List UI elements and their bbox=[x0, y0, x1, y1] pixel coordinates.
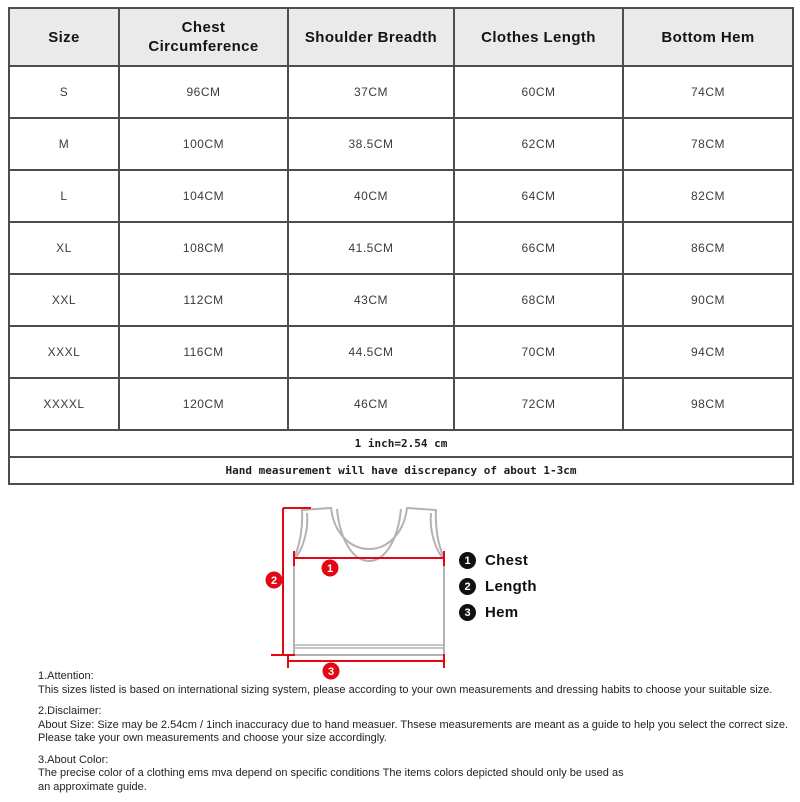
legend-badge-1: 1 bbox=[459, 552, 476, 569]
section-about-color bbox=[38, 754, 798, 795]
legend-item-chest bbox=[459, 552, 537, 569]
legend-item-hem bbox=[459, 604, 537, 621]
table-row-xxxxl bbox=[9, 378, 793, 430]
section-about-color-title: 3.About Color: bbox=[38, 753, 109, 766]
cell-chest: 116CM bbox=[119, 326, 288, 378]
legend-badge-3: 3 bbox=[459, 604, 476, 621]
header-label: Chest bbox=[181, 19, 226, 36]
cell-length: 60CM bbox=[454, 66, 623, 118]
marker-2-number: 2 bbox=[270, 575, 278, 587]
cell-hem: 94CM bbox=[623, 326, 793, 378]
note-row-inch-conversion bbox=[9, 430, 793, 457]
header-label: Clothes Length bbox=[481, 28, 596, 46]
cell-chest: 112CM bbox=[119, 274, 288, 326]
cell-size: L bbox=[9, 170, 119, 222]
vest-diagram-svg bbox=[0, 505, 800, 685]
cell-hem: 90CM bbox=[623, 274, 793, 326]
table-row-xxxl bbox=[9, 326, 793, 378]
cell-chest: 120CM bbox=[119, 378, 288, 430]
header-label-line2: Circumference bbox=[148, 38, 259, 55]
table-row-l bbox=[9, 170, 793, 222]
section-about-color-line-1: The precise color of a clothing ems mva depend on specific conditions The items colors depicted should only be used as bbox=[38, 767, 624, 779]
section-disclaimer bbox=[38, 705, 798, 746]
section-about-color-line-2: an approximate guide. bbox=[38, 780, 147, 793]
cell-size: XL bbox=[9, 222, 119, 274]
cell-chest: 108CM bbox=[119, 222, 288, 274]
cell-shoulder: 46CM bbox=[288, 378, 454, 430]
cell-shoulder: 43CM bbox=[288, 274, 454, 326]
section-attention-title: 1.Attention: bbox=[38, 670, 94, 682]
cell-chest: 100CM bbox=[119, 118, 288, 170]
cell-length: 62CM bbox=[454, 118, 623, 170]
cell-size: S bbox=[9, 66, 119, 118]
column-header-shoulder-breadth bbox=[288, 8, 454, 66]
table-row-m bbox=[9, 118, 793, 170]
header-label: Bottom Hem bbox=[661, 28, 755, 46]
note-inch-conversion: 1 inch=2.54 cm bbox=[9, 430, 793, 457]
cell-shoulder: 41.5CM bbox=[288, 222, 454, 274]
cell-length: 64CM bbox=[454, 170, 623, 222]
legend-label-length: Length bbox=[485, 578, 537, 595]
column-header-size bbox=[9, 8, 119, 66]
cell-hem: 78CM bbox=[623, 118, 793, 170]
cell-chest: 96CM bbox=[119, 66, 288, 118]
notes-block bbox=[38, 670, 798, 802]
vest-outline bbox=[294, 508, 444, 655]
cell-hem: 82CM bbox=[623, 170, 793, 222]
section-attention-line: This sizes listed is based on international sizing system, please according to your own measurements and dressing habits to choose your suitable size. bbox=[38, 683, 773, 696]
table-row-xxl bbox=[9, 274, 793, 326]
marker-1-number: 1 bbox=[326, 563, 334, 575]
cell-chest: 104CM bbox=[119, 170, 288, 222]
section-disclaimer-line-1: About Size: Size may be 2.54cm / 1inch inaccuracy due to hand measuer. Thsese measurements are meant as a guide to help you select the correct size. bbox=[38, 718, 789, 731]
cell-hem: 98CM bbox=[623, 378, 793, 430]
cell-hem: 86CM bbox=[623, 222, 793, 274]
header-label: Shoulder Breadth bbox=[304, 28, 438, 46]
header-row bbox=[9, 8, 793, 66]
cell-length: 70CM bbox=[454, 326, 623, 378]
cell-size: XXXXL bbox=[9, 378, 119, 430]
legend-badge-2: 2 bbox=[459, 578, 476, 595]
column-header-clothes-length bbox=[454, 8, 623, 66]
note-hand-measurement: Hand measurement will have discrepancy of about 1-3cm bbox=[9, 457, 793, 484]
column-header-bottom-hem bbox=[623, 8, 793, 66]
section-disclaimer-line-2: Please take your own measurements and choose your size accordingly. bbox=[38, 732, 387, 744]
legend-item-length bbox=[459, 578, 537, 595]
measurement-legend bbox=[459, 552, 537, 630]
cell-length: 72CM bbox=[454, 378, 623, 430]
legend-label-hem: Hem bbox=[485, 604, 519, 621]
cell-shoulder: 40CM bbox=[288, 170, 454, 222]
legend-label-chest: Chest bbox=[485, 552, 529, 569]
cell-hem: 74CM bbox=[623, 66, 793, 118]
measurement-diagram bbox=[0, 505, 800, 685]
table-row-xl bbox=[9, 222, 793, 274]
header-label: Size bbox=[48, 28, 80, 46]
cell-length: 66CM bbox=[454, 222, 623, 274]
marker-3-number: 3 bbox=[327, 666, 335, 678]
table-row-s bbox=[9, 66, 793, 118]
note-row-hand-measurement bbox=[9, 457, 793, 484]
cell-size: M bbox=[9, 118, 119, 170]
cell-size: XXL bbox=[9, 274, 119, 326]
section-attention bbox=[38, 670, 798, 697]
column-header-chest-circumference bbox=[119, 8, 288, 66]
size-chart-table bbox=[8, 7, 794, 485]
cell-shoulder: 37CM bbox=[288, 66, 454, 118]
cell-shoulder: 38.5CM bbox=[288, 118, 454, 170]
cell-length: 68CM bbox=[454, 274, 623, 326]
section-disclaimer-title: 2.Disclaimer: bbox=[38, 705, 102, 717]
cell-shoulder: 44.5CM bbox=[288, 326, 454, 378]
cell-size: XXXL bbox=[9, 326, 119, 378]
